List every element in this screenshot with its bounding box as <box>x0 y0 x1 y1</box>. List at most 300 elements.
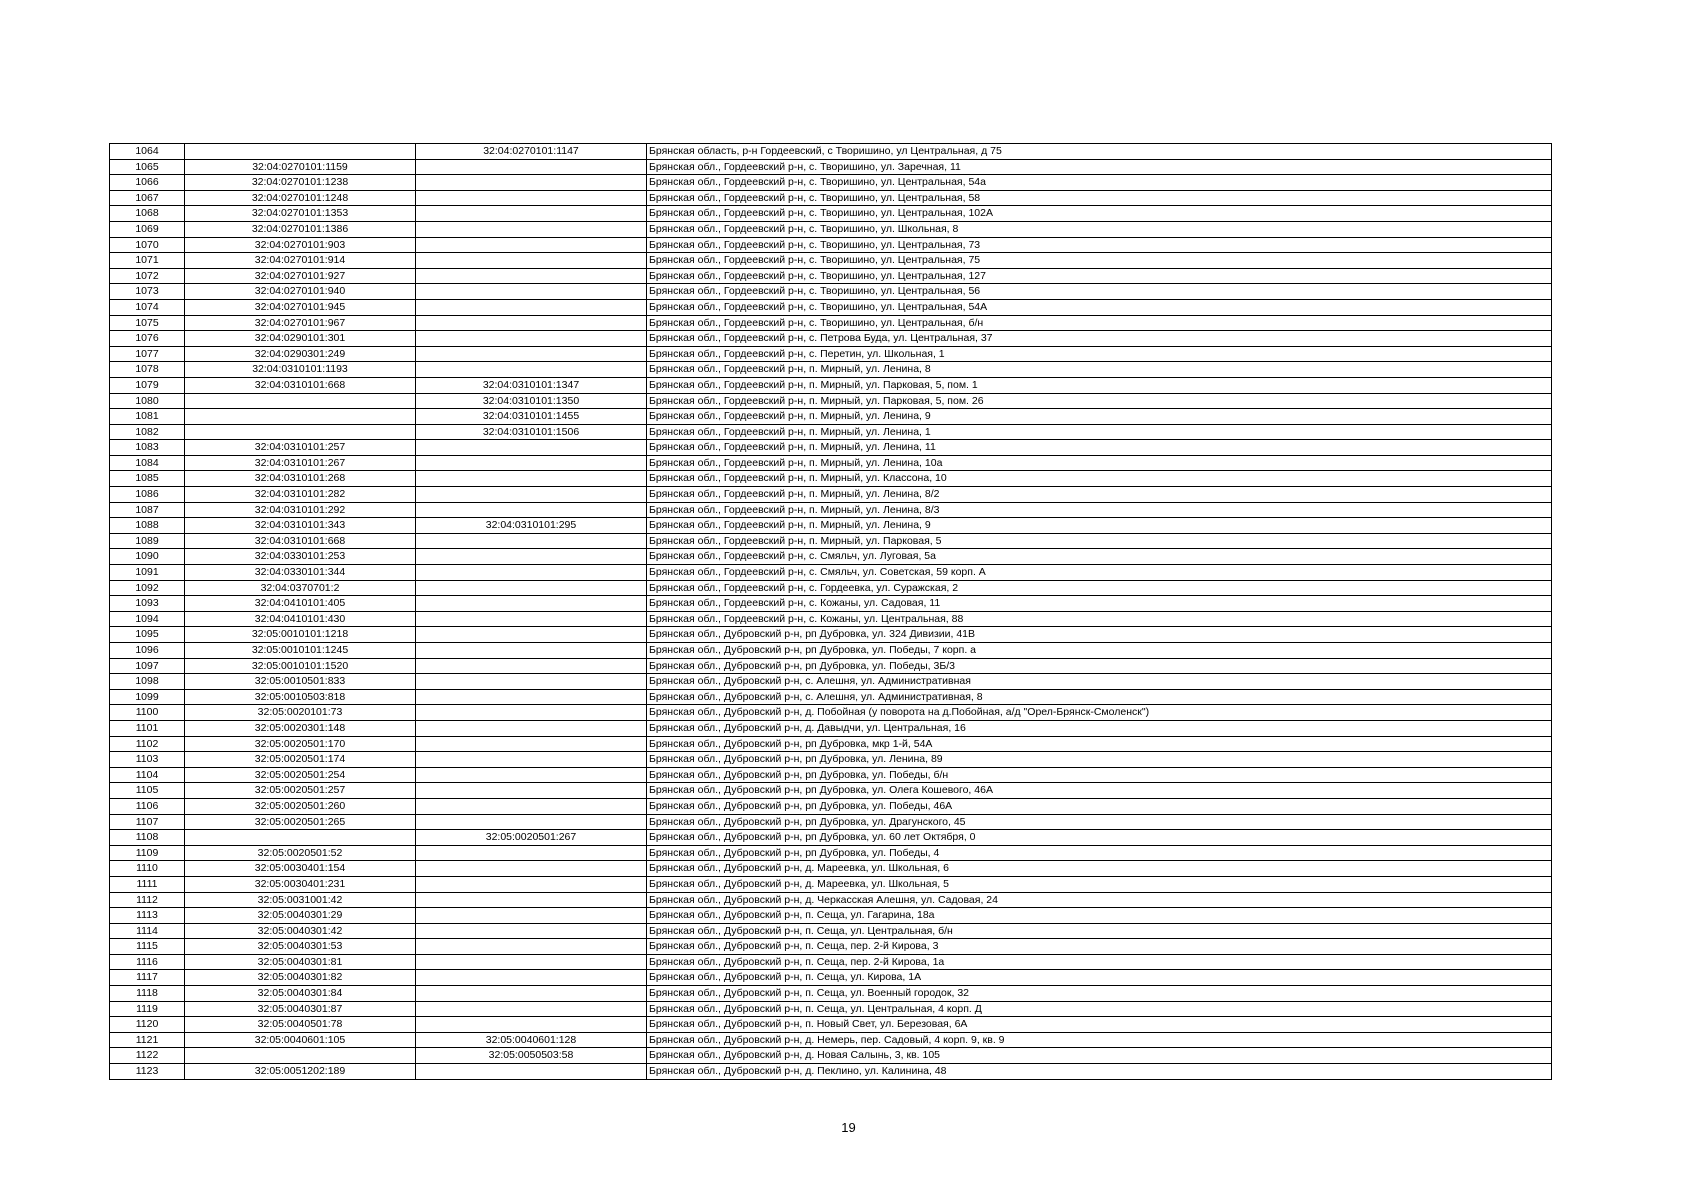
table-row <box>110 954 1552 970</box>
cadastral-number-cell: 32:04:0270101:967 <box>185 315 416 331</box>
row-number-cell: 1117 <box>110 970 185 986</box>
related-cadastral-number-cell: 32:04:0310101:1455 <box>416 409 647 425</box>
table-row <box>110 144 1552 160</box>
cadastral-number-cell: 32:04:0270101:1353 <box>185 206 416 222</box>
table-row <box>110 424 1552 440</box>
table-row <box>110 237 1552 253</box>
cadastral-number-cell: 32:05:0020501:257 <box>185 783 416 799</box>
table-row <box>110 674 1552 690</box>
cadastral-number-cell: 32:05:0040301:42 <box>185 923 416 939</box>
row-number-cell: 1066 <box>110 175 185 191</box>
cadastral-number-cell: 32:05:0030401:231 <box>185 876 416 892</box>
address-cell: Брянская обл., Гордеевский р-н, с. Творишино, ул. Центральная, 73 <box>647 237 1552 253</box>
row-number-cell: 1088 <box>110 518 185 534</box>
cadastral-number-cell: 32:05:0010101:1245 <box>185 643 416 659</box>
table-row <box>110 908 1552 924</box>
cadastral-number-cell: 32:05:0010501:833 <box>185 674 416 690</box>
related-cadastral-number-cell <box>416 190 647 206</box>
cadastral-number-cell: 32:04:0270101:940 <box>185 284 416 300</box>
address-cell: Брянская обл., Гордеевский р-н, с. Петрова Буда, ул. Центральная, 37 <box>647 331 1552 347</box>
row-number-cell: 1069 <box>110 221 185 237</box>
cadastral-number-cell: 32:04:0310101:257 <box>185 440 416 456</box>
related-cadastral-number-cell <box>416 206 647 222</box>
row-number-cell: 1113 <box>110 908 185 924</box>
table-row <box>110 299 1552 315</box>
related-cadastral-number-cell <box>416 596 647 612</box>
row-number-cell: 1098 <box>110 674 185 690</box>
table-row <box>110 440 1552 456</box>
cadastral-number-cell: 32:05:0020501:254 <box>185 767 416 783</box>
related-cadastral-number-cell <box>416 689 647 705</box>
row-number-cell: 1089 <box>110 533 185 549</box>
related-cadastral-number-cell <box>416 159 647 175</box>
address-cell: Брянская обл., Гордеевский р-н, п. Мирный, ул. Ленина, 8 <box>647 362 1552 378</box>
address-cell: Брянская обл., Гордеевский р-н, с. Перетин, ул. Школьная, 1 <box>647 346 1552 362</box>
row-number-cell: 1118 <box>110 986 185 1002</box>
cadastral-number-cell: 32:04:0410101:430 <box>185 611 416 627</box>
row-number-cell: 1095 <box>110 627 185 643</box>
related-cadastral-number-cell <box>416 892 647 908</box>
cadastral-number-cell: 32:05:0020501:260 <box>185 798 416 814</box>
address-cell: Брянская обл., Дубровский р-н, рп Дубровка, ул. 324 Дивизии, 41В <box>647 627 1552 643</box>
cadastral-number-cell: 32:05:0010101:1520 <box>185 658 416 674</box>
address-cell: Брянская обл., Дубровский р-н, д. Немерь, пер. Садовый, 4 корп. 9, кв. 9 <box>647 1032 1552 1048</box>
property-register-table <box>109 143 1552 1080</box>
table-row <box>110 580 1552 596</box>
row-number-cell: 1111 <box>110 876 185 892</box>
table-row <box>110 159 1552 175</box>
cadastral-number-cell: 32:05:0031001:42 <box>185 892 416 908</box>
related-cadastral-number-cell <box>416 814 647 830</box>
related-cadastral-number-cell <box>416 845 647 861</box>
cadastral-number-cell: 32:04:0310101:292 <box>185 502 416 518</box>
related-cadastral-number-cell <box>416 954 647 970</box>
address-cell: Брянская обл., Дубровский р-н, д. Пеклино, ул. Калинина, 48 <box>647 1064 1552 1080</box>
related-cadastral-number-cell <box>416 331 647 347</box>
table-row <box>110 814 1552 830</box>
table-row <box>110 923 1552 939</box>
related-cadastral-number-cell <box>416 565 647 581</box>
cadastral-number-cell: 32:05:0051202:189 <box>185 1064 416 1080</box>
table-row <box>110 830 1552 846</box>
address-cell: Брянская обл., Дубровский р-н, рп Дубровка, ул. Драгунского, 45 <box>647 814 1552 830</box>
table-row <box>110 861 1552 877</box>
table-row <box>110 393 1552 409</box>
related-cadastral-number-cell <box>416 284 647 300</box>
related-cadastral-number-cell <box>416 221 647 237</box>
row-number-cell: 1083 <box>110 440 185 456</box>
address-cell: Брянская обл., Гордеевский р-н, п. Мирный, ул. Ленина, 8/2 <box>647 487 1552 503</box>
cadastral-number-cell: 32:04:0410101:405 <box>185 596 416 612</box>
row-number-cell: 1068 <box>110 206 185 222</box>
row-number-cell: 1064 <box>110 144 185 160</box>
related-cadastral-number-cell <box>416 1017 647 1033</box>
related-cadastral-number-cell <box>416 440 647 456</box>
cadastral-number-cell: 32:05:0040301:84 <box>185 986 416 1002</box>
row-number-cell: 1107 <box>110 814 185 830</box>
cadastral-number-cell: 32:04:0310101:268 <box>185 471 416 487</box>
row-number-cell: 1093 <box>110 596 185 612</box>
table-row <box>110 502 1552 518</box>
cadastral-number-cell: 32:05:0040301:87 <box>185 1001 416 1017</box>
address-cell: Брянская обл., Гордеевский р-н, с. Смяльч, ул. Луговая, 5а <box>647 549 1552 565</box>
row-number-cell: 1112 <box>110 892 185 908</box>
related-cadastral-number-cell <box>416 876 647 892</box>
table-row <box>110 362 1552 378</box>
table-row <box>110 518 1552 534</box>
row-number-cell: 1094 <box>110 611 185 627</box>
address-cell: Брянская обл., Гордеевский р-н, с. Смяльч, ул. Советская, 59 корп. А <box>647 565 1552 581</box>
table-row <box>110 175 1552 191</box>
address-cell: Брянская обл., Гордеевский р-н, с. Кожаны, ул. Центральная, 88 <box>647 611 1552 627</box>
cadastral-number-cell: 32:04:0370701:2 <box>185 580 416 596</box>
table-row <box>110 377 1552 393</box>
row-number-cell: 1119 <box>110 1001 185 1017</box>
row-number-cell: 1077 <box>110 346 185 362</box>
row-number-cell: 1121 <box>110 1032 185 1048</box>
related-cadastral-number-cell <box>416 736 647 752</box>
cadastral-number-cell: 32:05:0010101:1218 <box>185 627 416 643</box>
row-number-cell: 1079 <box>110 377 185 393</box>
related-cadastral-number-cell <box>416 346 647 362</box>
cadastral-number-cell: 32:04:0330101:253 <box>185 549 416 565</box>
related-cadastral-number-cell <box>416 986 647 1002</box>
cadastral-number-cell: 32:05:0040301:82 <box>185 970 416 986</box>
cadastral-number-cell: 32:04:0270101:1386 <box>185 221 416 237</box>
register-table-body <box>110 144 1552 1080</box>
table-row <box>110 970 1552 986</box>
row-number-cell: 1076 <box>110 331 185 347</box>
table-row <box>110 284 1552 300</box>
row-number-cell: 1091 <box>110 565 185 581</box>
cadastral-number-cell: 32:04:0270101:1159 <box>185 159 416 175</box>
related-cadastral-number-cell <box>416 362 647 378</box>
row-number-cell: 1120 <box>110 1017 185 1033</box>
related-cadastral-number-cell <box>416 175 647 191</box>
table-row <box>110 892 1552 908</box>
row-number-cell: 1073 <box>110 284 185 300</box>
cadastral-number-cell: 32:04:0270101:903 <box>185 237 416 253</box>
address-cell: Брянская обл., Гордеевский р-н, п. Мирный, ул. Классона, 10 <box>647 471 1552 487</box>
table-row <box>110 705 1552 721</box>
address-cell: Брянская обл., Дубровский р-н, д. Побойная (у поворота на д.Побойная, а/д "Орел-Брянск-Смоленск") <box>647 705 1552 721</box>
cadastral-number-cell: 32:04:0310101:668 <box>185 533 416 549</box>
row-number-cell: 1106 <box>110 798 185 814</box>
cadastral-number-cell <box>185 1048 416 1064</box>
cadastral-number-cell: 32:05:0010503:818 <box>185 689 416 705</box>
address-cell: Брянская обл., Дубровский р-н, рп Дубровка, ул. Олега Кошевого, 46А <box>647 783 1552 799</box>
related-cadastral-number-cell <box>416 455 647 471</box>
table-row <box>110 627 1552 643</box>
related-cadastral-number-cell <box>416 658 647 674</box>
table-row <box>110 206 1552 222</box>
row-number-cell: 1092 <box>110 580 185 596</box>
row-number-cell: 1084 <box>110 455 185 471</box>
address-cell: Брянская обл., Дубровский р-н, п. Сеща, ул. Кирова, 1А <box>647 970 1552 986</box>
table-row <box>110 689 1552 705</box>
table-row <box>110 876 1552 892</box>
address-cell: Брянская обл., Дубровский р-н, с. Алешня, ул. Административная, 8 <box>647 689 1552 705</box>
address-cell: Брянская обл., Гордеевский р-н, с. Кожаны, ул. Садовая, 11 <box>647 596 1552 612</box>
row-number-cell: 1114 <box>110 923 185 939</box>
address-cell: Брянская обл., Дубровский р-н, д. Давыдчи, ул. Центральная, 16 <box>647 720 1552 736</box>
related-cadastral-number-cell <box>416 752 647 768</box>
cadastral-number-cell: 32:05:0020501:265 <box>185 814 416 830</box>
address-cell: Брянская обл., Дубровский р-н, рп Дубровка, ул. Ленина, 89 <box>647 752 1552 768</box>
related-cadastral-number-cell: 32:05:0040601:128 <box>416 1032 647 1048</box>
address-cell: Брянская обл., Дубровский р-н, рп Дубровка, ул. Победы, 7 корп. а <box>647 643 1552 659</box>
address-cell: Брянская обл., Гордеевский р-н, п. Мирный, ул. Ленина, 11 <box>647 440 1552 456</box>
address-cell: Брянская обл., Дубровский р-н, с. Алешня, ул. Административная <box>647 674 1552 690</box>
row-number-cell: 1104 <box>110 767 185 783</box>
row-number-cell: 1103 <box>110 752 185 768</box>
related-cadastral-number-cell <box>416 923 647 939</box>
table-row <box>110 487 1552 503</box>
cadastral-number-cell: 32:04:0290301:249 <box>185 346 416 362</box>
address-cell: Брянская обл., Дубровский р-н, рп Дубровка, ул. Победы, 46А <box>647 798 1552 814</box>
cadastral-number-cell: 32:04:0290101:301 <box>185 331 416 347</box>
table-row <box>110 346 1552 362</box>
cadastral-number-cell: 32:05:0030401:154 <box>185 861 416 877</box>
row-number-cell: 1087 <box>110 502 185 518</box>
address-cell: Брянская область, р-н Гордеевский, с Творишино, ул Центральная, д 75 <box>647 144 1552 160</box>
row-number-cell: 1080 <box>110 393 185 409</box>
table-row <box>110 549 1552 565</box>
related-cadastral-number-cell: 32:05:0050503:58 <box>416 1048 647 1064</box>
cadastral-number-cell: 32:04:0270101:927 <box>185 268 416 284</box>
related-cadastral-number-cell <box>416 627 647 643</box>
cadastral-number-cell: 32:04:0270101:1248 <box>185 190 416 206</box>
row-number-cell: 1108 <box>110 830 185 846</box>
related-cadastral-number-cell <box>416 970 647 986</box>
related-cadastral-number-cell <box>416 767 647 783</box>
address-cell: Брянская обл., Дубровский р-н, п. Новый Свет, ул. Березовая, 6А <box>647 1017 1552 1033</box>
table-row <box>110 331 1552 347</box>
address-cell: Брянская обл., Дубровский р-н, д. Новая Салынь, 3, кв. 105 <box>647 1048 1552 1064</box>
related-cadastral-number-cell <box>416 487 647 503</box>
related-cadastral-number-cell <box>416 237 647 253</box>
address-cell: Брянская обл., Дубровский р-н, д. Мареевка, ул. Школьная, 6 <box>647 861 1552 877</box>
row-number-cell: 1099 <box>110 689 185 705</box>
related-cadastral-number-cell <box>416 502 647 518</box>
address-cell: Брянская обл., Гордеевский р-н, с. Творишино, ул. Центральная, 102А <box>647 206 1552 222</box>
row-number-cell: 1081 <box>110 409 185 425</box>
cadastral-number-cell: 32:05:0020501:174 <box>185 752 416 768</box>
address-cell: Брянская обл., Гордеевский р-н, с. Гордеевка, ул. Суражская, 2 <box>647 580 1552 596</box>
related-cadastral-number-cell: 32:05:0020501:267 <box>416 830 647 846</box>
related-cadastral-number-cell <box>416 533 647 549</box>
row-number-cell: 1086 <box>110 487 185 503</box>
related-cadastral-number-cell: 32:04:0310101:1350 <box>416 393 647 409</box>
address-cell: Брянская обл., Гордеевский р-н, с. Творишино, ул. Центральная, 75 <box>647 253 1552 269</box>
related-cadastral-number-cell: 32:04:0310101:1347 <box>416 377 647 393</box>
related-cadastral-number-cell <box>416 268 647 284</box>
table-row <box>110 767 1552 783</box>
related-cadastral-number-cell <box>416 315 647 331</box>
cadastral-number-cell: 32:05:0020301:148 <box>185 720 416 736</box>
related-cadastral-number-cell <box>416 1001 647 1017</box>
related-cadastral-number-cell <box>416 798 647 814</box>
row-number-cell: 1096 <box>110 643 185 659</box>
address-cell: Брянская обл., Гордеевский р-н, п. Мирный, ул. Парковая, 5, пом. 1 <box>647 377 1552 393</box>
address-cell: Брянская обл., Дубровский р-н, рп Дубровка, мкр 1-й, 54А <box>647 736 1552 752</box>
address-cell: Брянская обл., Дубровский р-н, п. Сеща, ул. Военный городок, 32 <box>647 986 1552 1002</box>
cadastral-number-cell <box>185 393 416 409</box>
cadastral-number-cell: 32:04:0310101:668 <box>185 377 416 393</box>
address-cell: Брянская обл., Гордеевский р-н, с. Творишино, ул. Школьная, 8 <box>647 221 1552 237</box>
related-cadastral-number-cell: 32:04:0310101:295 <box>416 518 647 534</box>
table-row <box>110 611 1552 627</box>
address-cell: Брянская обл., Дубровский р-н, п. Сеща, ул. Центральная, б/н <box>647 923 1552 939</box>
table-row <box>110 752 1552 768</box>
table-row <box>110 643 1552 659</box>
address-cell: Брянская обл., Дубровский р-н, д. Черкасская Алешня, ул. Садовая, 24 <box>647 892 1552 908</box>
related-cadastral-number-cell: 32:04:0310101:1506 <box>416 424 647 440</box>
related-cadastral-number-cell <box>416 299 647 315</box>
row-number-cell: 1110 <box>110 861 185 877</box>
related-cadastral-number-cell <box>416 471 647 487</box>
cadastral-number-cell <box>185 409 416 425</box>
cadastral-number-cell: 32:05:0020501:170 <box>185 736 416 752</box>
cadastral-number-cell: 32:05:0040301:81 <box>185 954 416 970</box>
table-row <box>110 736 1552 752</box>
table-row <box>110 783 1552 799</box>
address-cell: Брянская обл., Гордеевский р-н, с. Творишино, ул. Центральная, 58 <box>647 190 1552 206</box>
address-cell: Брянская обл., Гордеевский р-н, с. Творишино, ул. Центральная, б/н <box>647 315 1552 331</box>
table-row <box>110 471 1552 487</box>
cadastral-number-cell: 32:05:0040301:29 <box>185 908 416 924</box>
address-cell: Брянская обл., Гордеевский р-н, с. Творишино, ул. Центральная, 54А <box>647 299 1552 315</box>
related-cadastral-number-cell <box>416 643 647 659</box>
cadastral-number-cell: 32:05:0040301:53 <box>185 939 416 955</box>
cadastral-number-cell <box>185 424 416 440</box>
cadastral-number-cell: 32:04:0270101:1238 <box>185 175 416 191</box>
address-cell: Брянская обл., Дубровский р-н, д. Мареевка, ул. Школьная, 5 <box>647 876 1552 892</box>
address-cell: Брянская обл., Гордеевский р-н, п. Мирный, ул. Ленина, 9 <box>647 518 1552 534</box>
cadastral-number-cell: 32:04:0270101:945 <box>185 299 416 315</box>
table-row <box>110 190 1552 206</box>
related-cadastral-number-cell <box>416 720 647 736</box>
table-row <box>110 1001 1552 1017</box>
address-cell: Брянская обл., Гордеевский р-н, с. Творишино, ул. Центральная, 56 <box>647 284 1552 300</box>
cadastral-number-cell: 32:05:0040601:105 <box>185 1032 416 1048</box>
related-cadastral-number-cell: 32:04:0270101:1147 <box>416 144 647 160</box>
cadastral-number-cell: 32:05:0020101:73 <box>185 705 416 721</box>
row-number-cell: 1072 <box>110 268 185 284</box>
table-row <box>110 939 1552 955</box>
cadastral-number-cell <box>185 830 416 846</box>
address-cell: Брянская обл., Дубровский р-н, п. Сеща, пер. 2-й Кирова, 1а <box>647 954 1552 970</box>
row-number-cell: 1105 <box>110 783 185 799</box>
table-row <box>110 986 1552 1002</box>
row-number-cell: 1122 <box>110 1048 185 1064</box>
row-number-cell: 1101 <box>110 720 185 736</box>
row-number-cell: 1078 <box>110 362 185 378</box>
row-number-cell: 1074 <box>110 299 185 315</box>
row-number-cell: 1097 <box>110 658 185 674</box>
address-cell: Брянская обл., Дубровский р-н, п. Сеща, пер. 2-й Кирова, 3 <box>647 939 1552 955</box>
cadastral-number-cell: 32:04:0310101:282 <box>185 487 416 503</box>
row-number-cell: 1100 <box>110 705 185 721</box>
address-cell: Брянская обл., Дубровский р-н, рп Дубровка, ул. Победы, 3Б/3 <box>647 658 1552 674</box>
cadastral-number-cell <box>185 144 416 160</box>
related-cadastral-number-cell <box>416 580 647 596</box>
table-row <box>110 1048 1552 1064</box>
address-cell: Брянская обл., Гордеевский р-н, п. Мирный, ул. Ленина, 10а <box>647 455 1552 471</box>
address-cell: Брянская обл., Дубровский р-н, рп Дубровка, ул. 60 лет Октября, 0 <box>647 830 1552 846</box>
related-cadastral-number-cell <box>416 549 647 565</box>
address-cell: Брянская обл., Гордеевский р-н, с. Творишино, ул. Центральная, 127 <box>647 268 1552 284</box>
related-cadastral-number-cell <box>416 783 647 799</box>
row-number-cell: 1071 <box>110 253 185 269</box>
address-cell: Брянская обл., Гордеевский р-н, п. Мирный, ул. Ленина, 1 <box>647 424 1552 440</box>
row-number-cell: 1075 <box>110 315 185 331</box>
table-row <box>110 268 1552 284</box>
cadastral-number-cell: 32:04:0270101:914 <box>185 253 416 269</box>
table-row <box>110 221 1552 237</box>
address-cell: Брянская обл., Дубровский р-н, рп Дубровка, ул. Победы, б/н <box>647 767 1552 783</box>
table-row <box>110 565 1552 581</box>
row-number-cell: 1065 <box>110 159 185 175</box>
row-number-cell: 1070 <box>110 237 185 253</box>
address-cell: Брянская обл., Дубровский р-н, рп Дубровка, ул. Победы, 4 <box>647 845 1552 861</box>
related-cadastral-number-cell <box>416 611 647 627</box>
row-number-cell: 1090 <box>110 549 185 565</box>
table-row <box>110 720 1552 736</box>
row-number-cell: 1109 <box>110 845 185 861</box>
address-cell: Брянская обл., Дубровский р-н, п. Сеща, ул. Гагарина, 18а <box>647 908 1552 924</box>
table-row <box>110 845 1552 861</box>
page-number: 19 <box>841 1120 856 1135</box>
cadastral-number-cell: 32:04:0330101:344 <box>185 565 416 581</box>
table-row <box>110 455 1552 471</box>
row-number-cell: 1116 <box>110 954 185 970</box>
row-number-cell: 1085 <box>110 471 185 487</box>
related-cadastral-number-cell <box>416 705 647 721</box>
table-row <box>110 596 1552 612</box>
table-row <box>110 409 1552 425</box>
address-cell: Брянская обл., Гордеевский р-н, с. Творишино, ул. Заречная, 11 <box>647 159 1552 175</box>
row-number-cell: 1115 <box>110 939 185 955</box>
address-cell: Брянская обл., Дубровский р-н, п. Сеща, ул. Центральная, 4 корп. Д <box>647 1001 1552 1017</box>
cadastral-number-cell: 32:05:0020501:52 <box>185 845 416 861</box>
cadastral-number-cell: 32:05:0040501:78 <box>185 1017 416 1033</box>
row-number-cell: 1082 <box>110 424 185 440</box>
cadastral-number-cell: 32:04:0310101:343 <box>185 518 416 534</box>
cadastral-number-cell: 32:04:0310101:267 <box>185 455 416 471</box>
related-cadastral-number-cell <box>416 861 647 877</box>
table-row <box>110 1032 1552 1048</box>
related-cadastral-number-cell <box>416 1064 647 1080</box>
related-cadastral-number-cell <box>416 253 647 269</box>
row-number-cell: 1123 <box>110 1064 185 1080</box>
table-row <box>110 1017 1552 1033</box>
address-cell: Брянская обл., Гордеевский р-н, п. Мирный, ул. Ленина, 8/3 <box>647 502 1552 518</box>
table-row <box>110 533 1552 549</box>
related-cadastral-number-cell <box>416 908 647 924</box>
row-number-cell: 1067 <box>110 190 185 206</box>
table-row <box>110 315 1552 331</box>
table-row <box>110 253 1552 269</box>
address-cell: Брянская обл., Гордеевский р-н, п. Мирный, ул. Парковая, 5, пом. 26 <box>647 393 1552 409</box>
row-number-cell: 1102 <box>110 736 185 752</box>
related-cadastral-number-cell <box>416 674 647 690</box>
related-cadastral-number-cell <box>416 939 647 955</box>
address-cell: Брянская обл., Гордеевский р-н, с. Творишино, ул. Центральная, 54а <box>647 175 1552 191</box>
cadastral-number-cell: 32:04:0310101:1193 <box>185 362 416 378</box>
table-row <box>110 658 1552 674</box>
table-row <box>110 1064 1552 1080</box>
